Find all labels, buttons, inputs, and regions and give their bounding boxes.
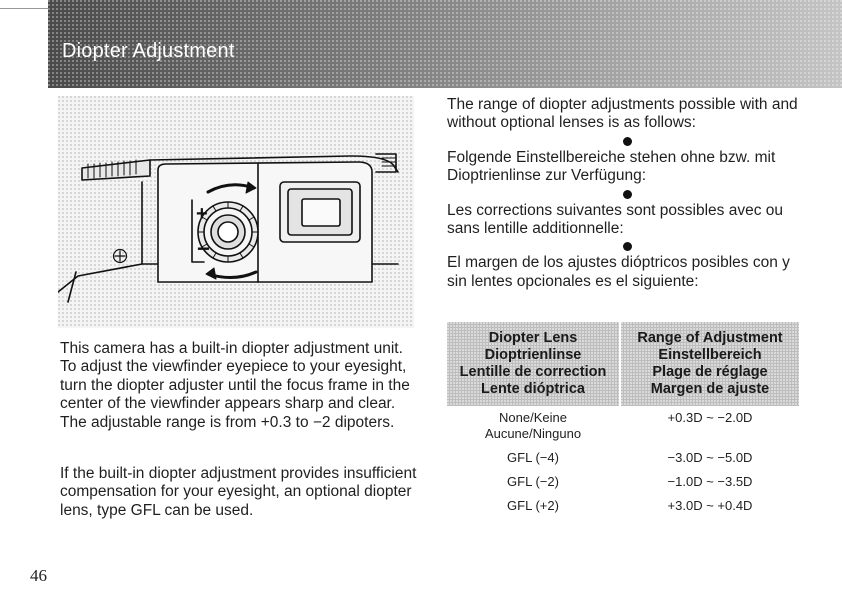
header-line: Dioptrienlinse: [484, 347, 582, 363]
header-line: Margen de ajuste: [650, 381, 770, 397]
range-text-german: Folgende Einstellbereiche stehen ohne bzw. mit Dioptrienlinse zur Verfügung:: [447, 148, 776, 185]
header-line: Diopter Lens: [488, 330, 578, 346]
range-introduction: [447, 96, 807, 291]
lens-name: None/Keine: [499, 410, 567, 425]
diopter-adjuster-drawing: [58, 96, 414, 328]
gfl-paragraph: If the built-in diopter adjustment provides insufficient compensation for your eyesight, an optional diopter lens, type GFL can be used.: [60, 465, 417, 519]
range-cell: −3.0D ~ −5.0D: [667, 450, 753, 465]
lens-cell: GFL (−2): [507, 474, 559, 489]
range-text-english: The range of diopter adjustments possible with and without optional lenses is as follows:: [447, 96, 798, 132]
range-text-french: Les corrections suivantes sont possibles avec ou sans lentille additionnelle:: [447, 201, 784, 238]
camera-illustration: [58, 96, 414, 328]
bullet-icon: [447, 186, 807, 202]
range-cell: +0.3D ~ −2.0D: [667, 410, 753, 425]
header-line: Range of Adjustment: [637, 330, 783, 346]
header-line: Lente dióptrica: [481, 381, 585, 397]
lens-name-alt: Aucune/Ninguno: [484, 426, 582, 441]
lens-cell: GFL (+2): [507, 498, 559, 513]
page-number: 46: [30, 566, 47, 585]
crop-mark: [0, 0, 48, 9]
bullet-icon: [447, 238, 807, 254]
bullet-icon: [447, 133, 807, 149]
page-title: Diopter Adjustment: [62, 40, 235, 62]
header-line: Lentille de correction: [459, 364, 607, 380]
range-cell: +3.0D ~ +0.4D: [667, 498, 753, 513]
minus-sign: −: [197, 236, 210, 261]
lens-cell: [447, 410, 619, 442]
lens-cell: GFL (−4): [507, 450, 559, 465]
range-text-spanish: El margen de los ajustes dióptricos posibles con y sin lentes opcionales es el siguiente:: [447, 254, 790, 290]
section-banner: [48, 0, 842, 88]
plus-sign: +: [196, 203, 208, 225]
header-range-of-adjustment: [621, 322, 799, 406]
header-line: Einstellbereich: [658, 347, 762, 363]
header-diopter-lens: [447, 322, 619, 406]
intro-paragraph: This camera has a built-in diopter adjustment unit. To adjust the viewfinder eyepiece to your eyesight, turn the diopter adjuster until the focus frame in the center of the viewfinder appears sharp and clear. The adjustable range is from +0.3 to −2 dipoters.: [60, 340, 410, 431]
range-cell: −1.0D ~ −3.5D: [667, 474, 753, 489]
header-line: Plage de réglage: [652, 364, 768, 380]
